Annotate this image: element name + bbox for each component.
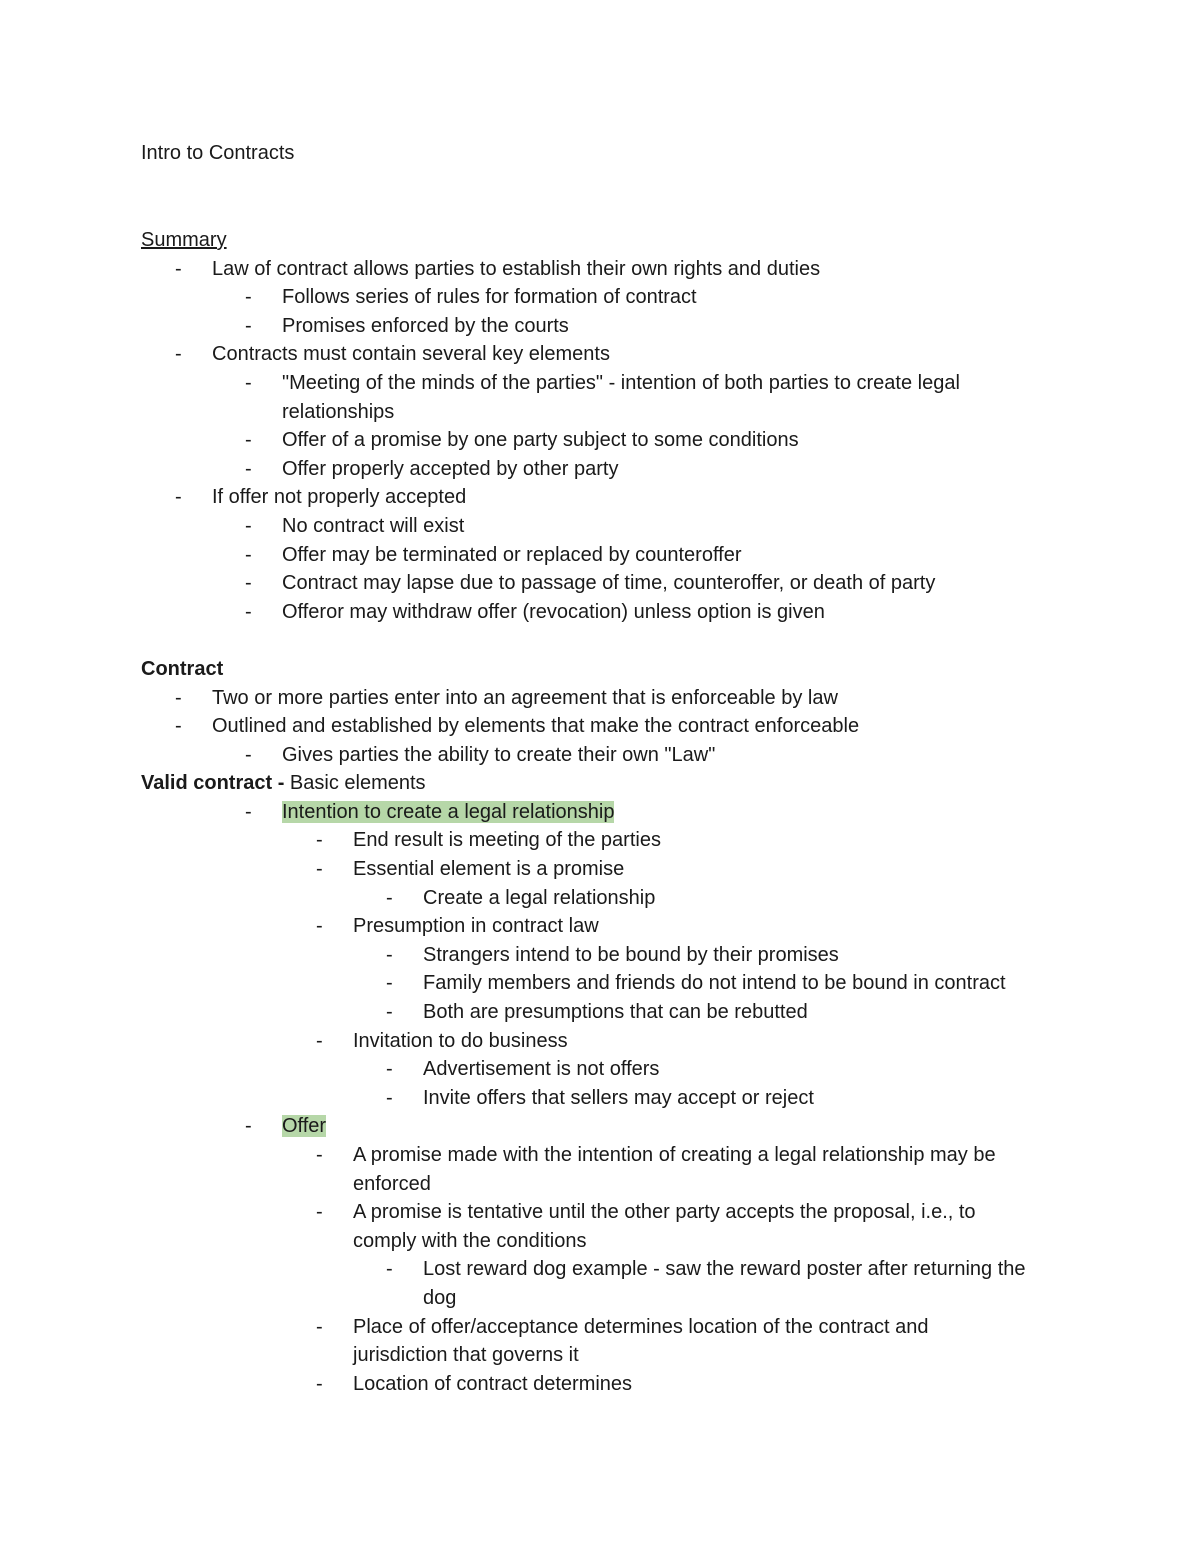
list-item: - Offer properly accepted by other party — [141, 455, 1081, 484]
bullet-dash: - — [386, 972, 393, 995]
list-item: - Both are presumptions that can be rebutted — [141, 998, 1081, 1027]
list-item: - Follows series of rules for formation of contract — [141, 283, 1081, 312]
bullet-dash: - — [245, 457, 252, 480]
list-item — [141, 798, 1081, 827]
list-item: - Invitation to do business — [141, 1027, 1081, 1056]
list-item: - Invite offers that sellers may accept or reject — [141, 1084, 1081, 1113]
list-item: - Contract may lapse due to passage of time, counteroffer, or death of party — [141, 569, 1081, 598]
list-item: - Create a legal relationship — [141, 884, 1081, 913]
bullet-dash: - — [386, 1058, 393, 1081]
list-item: - End result is meeting of the parties — [141, 826, 1081, 855]
list-item: - Family members and friends do not intend to be bound in contract — [141, 969, 1081, 998]
contract-heading: Contract — [141, 657, 224, 680]
list-item: - Presumption in contract law — [141, 912, 1081, 941]
bullet-dash: - — [175, 715, 182, 738]
list-item: - Contracts must contain several key elements — [141, 340, 1081, 369]
bullet-dash: - — [386, 1086, 393, 1109]
list-item: - Essential element is a promise — [141, 855, 1081, 884]
bullet-dash: - — [316, 829, 323, 852]
list-item: - A promise made with the intention of creating a legal relationship may be enforced — [141, 1141, 1081, 1198]
page-title: Intro to Contracts — [141, 142, 295, 164]
notes-body — [141, 226, 1081, 1398]
bullet-dash: - — [245, 572, 252, 595]
bullet-dash: - — [245, 1115, 252, 1138]
list-item: - "Meeting of the minds of the parties" - intention of both parties to create legal relationships — [141, 369, 1081, 426]
bullet-dash: - — [175, 257, 182, 280]
bullet-dash: - — [316, 1144, 323, 1166]
bullet-dash: - — [175, 686, 182, 709]
bullet-dash: - — [245, 543, 252, 566]
bullet-dash: - — [245, 514, 252, 537]
bullet-dash: - — [245, 800, 252, 823]
list-item — [141, 1112, 1081, 1141]
summary-heading: Summary — [141, 229, 227, 251]
bullet-dash: - — [386, 886, 393, 909]
valid-contract-heading-bold: Valid contract - — [141, 772, 285, 795]
bullet-dash: - — [245, 743, 252, 766]
bullet-dash: - — [245, 314, 252, 337]
list-item: - A promise is tentative until the other party accepts the proposal, i.e., to comply with the conditions — [141, 1198, 1081, 1255]
list-item: - Strangers intend to be bound by their promises — [141, 941, 1081, 970]
bullet-dash: - — [245, 371, 252, 394]
list-item: - Gives parties the ability to create their own "Law" — [141, 741, 1081, 770]
list-item: - Place of offer/acceptance determines location of the contract and jurisdiction that governs it — [141, 1313, 1081, 1370]
list-item: - Promises enforced by the courts — [141, 312, 1081, 341]
list-item: - Two or more parties enter into an agreement that is enforceable by law — [141, 684, 1081, 713]
list-item: - Offer may be terminated or replaced by counteroffer — [141, 541, 1081, 570]
list-item: - No contract will exist — [141, 512, 1081, 541]
bullet-dash: - — [175, 343, 182, 366]
blank-line — [141, 626, 1081, 655]
bullet-dash: - — [245, 429, 252, 452]
list-item: - Law of contract allows parties to establish their own rights and duties — [141, 255, 1081, 284]
bullet-dash: - — [316, 1201, 323, 1224]
list-item: - If offer not properly accepted — [141, 483, 1081, 512]
list-item: - Lost reward dog example - saw the reward poster after returning the dog — [141, 1255, 1081, 1312]
valid-contract-heading-rest: Basic elements — [284, 772, 426, 795]
bullet-dash: - — [316, 1372, 323, 1395]
valid-contract-heading — [141, 769, 1081, 798]
bullet-dash: - — [386, 1001, 393, 1024]
bullet-dash: - — [386, 943, 393, 966]
list-item: - Offer of a promise by one party subject to some conditions — [141, 426, 1081, 455]
bullet-dash: - — [316, 915, 323, 938]
list-item: - Location of contract determines — [141, 1370, 1081, 1399]
bullet-dash: - — [245, 286, 252, 309]
highlighted-text: Intention to create a legal relationship — [282, 800, 615, 823]
list-item: - Offeror may withdraw offer (revocation) unless option is given — [141, 598, 1081, 627]
bullet-dash: - — [316, 1315, 323, 1338]
bullet-dash: - — [245, 600, 252, 623]
list-item: - Advertisement is not offers — [141, 1055, 1081, 1084]
highlighted-text: Offer — [282, 1115, 327, 1138]
bullet-dash: - — [175, 486, 182, 509]
list-item: - Outlined and established by elements that make the contract enforceable — [141, 712, 1081, 741]
bullet-dash: - — [316, 858, 323, 881]
bullet-dash: - — [386, 1258, 393, 1281]
bullet-dash: - — [316, 1029, 323, 1052]
